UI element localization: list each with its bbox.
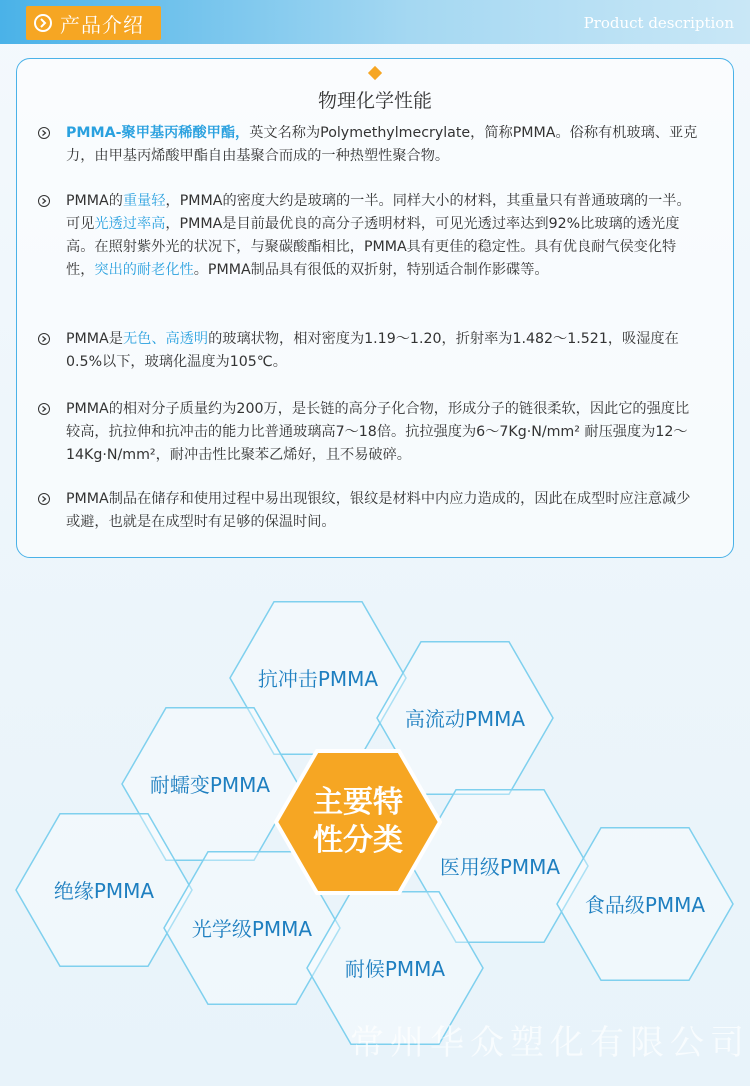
property-item (38, 398, 698, 467)
chevron-right-icon (34, 14, 52, 32)
feature-label: 耐候PMMA (344, 957, 446, 981)
highlight-text: 重量轻 (122, 193, 166, 209)
body-text: PMMA制品在储存和使用过程中易出现银纹，银纹是材料中内应力造成的，因此在成型时应注意减少或避，也就是在成型时有足够的保温时间。 (66, 491, 691, 530)
feature-label: 绝缘PMMA (53, 879, 155, 903)
property-item (38, 488, 698, 534)
feature-label: 医用级PMMA (439, 855, 561, 879)
bullet-icon (38, 403, 50, 415)
body-text: ，PMMA是目前最优良的高分子透明材料，可见光透过率达到92%比玻璃的透光度高。在照射紫外光的状况下，与聚碳酸酯相比，PMMA具有更佳的稳定性。具有优良耐气侯变化特性， (66, 216, 680, 278)
feature-label: 食品级PMMA (584, 893, 706, 917)
property-text (66, 398, 698, 467)
bullet-icon (38, 493, 50, 505)
highlight-text: 突出的耐老化性 (94, 262, 194, 278)
highlight-text: 无色、高透明 (122, 331, 209, 347)
body-text: 的玻璃状物，相对密度为1.19～1.20，折射率为1.482～1.521，吸湿度在0.5%以下，玻璃化温度为105℃。 (66, 331, 679, 370)
property-item (38, 190, 698, 282)
bullet-icon (38, 333, 50, 345)
property-text (66, 190, 698, 282)
feature-hex-diagram (0, 560, 750, 1086)
body-text: PMMA是 (66, 331, 123, 347)
highlight-text: 光透过率高 (94, 216, 166, 232)
body-text: PMMA的相对分子质量约为200万，是长链的高分子化合物，形成分子的链很柔软，因此它的强度比较高，抗拉伸和抗冲击的能力比普通玻璃高7～18倍。抗拉强度为6～7Kg·N/mm² 耐压强度为12～14Kg·N/mm²，耐冲击性比聚苯乙烯好，且不易破碎。 (66, 401, 690, 463)
center-label: 性分类 (313, 823, 403, 858)
feature-label: 光学级PMMA (191, 917, 313, 941)
property-item (38, 122, 698, 168)
feature-label: 抗冲击PMMA (257, 667, 379, 691)
feature-label: 耐蠕变PMMA (149, 773, 271, 797)
header-subtitle: Product description (583, 14, 734, 32)
body-text: ，PMMA的密度大约是玻璃的一半。同样大小的材料，其重量只有普通玻璃的一半。可见 (66, 193, 691, 232)
company-watermark: 常州华众塑化有限公司 (350, 1023, 750, 1063)
property-text (66, 122, 698, 168)
body-text: PMMA的 (66, 193, 123, 209)
body-text: 。PMMA制品具有很低的双折射，特别适合制作影碟等。 (193, 262, 549, 278)
bullet-icon (38, 127, 50, 139)
center-label: 主要特 (313, 785, 403, 820)
feature-label: 高流动PMMA (404, 707, 526, 731)
section-title: 物理化学性能 (317, 90, 432, 112)
body-text: 英文名称为Polymethylmecrylate，简称PMMA。俗称有机玻璃、亚克力，由甲基丙烯酸甲酯自由基聚合而成的一种热塑性聚合物。 (66, 125, 698, 164)
property-text (66, 488, 698, 534)
section-tab (26, 6, 161, 40)
header-bar (0, 0, 750, 44)
property-text (66, 328, 698, 374)
tab-label: 产品介绍 (60, 12, 144, 37)
property-item (38, 328, 698, 374)
highlight-text: PMMA-聚甲基丙稀酸甲酯， (66, 125, 250, 141)
bullet-icon (38, 195, 50, 207)
